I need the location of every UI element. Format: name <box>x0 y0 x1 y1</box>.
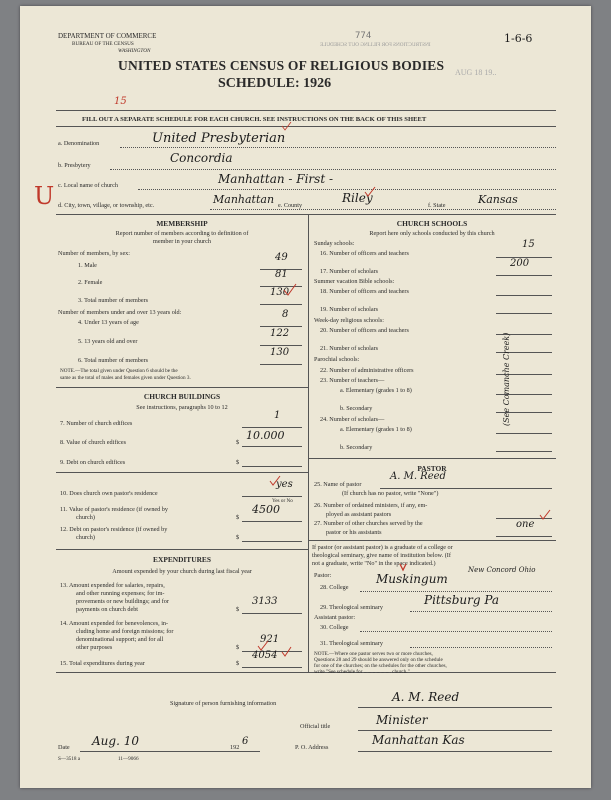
q23-label: 23. Number of teachers— <box>320 377 385 384</box>
q9-dollar: $ <box>236 459 240 466</box>
q20-label: 20. Number of officers and teachers <box>320 327 409 334</box>
under-over-label: Number of members under and over 13 years old: <box>58 309 182 316</box>
denomination-label: a. Denomination <box>58 140 100 147</box>
stamp-number: 774 <box>355 31 372 41</box>
q5-label: 5. 13 years old and over <box>78 338 138 345</box>
q1-label: 1. Male <box>78 262 97 269</box>
q28-label: 28. College <box>320 584 349 591</box>
q11-label-a: 11. Value of pastor's residence (if owned by <box>60 506 168 513</box>
q14-line-d: other purposes <box>76 644 113 651</box>
po-address-value[interactable]: Manhattan Kas <box>372 733 465 747</box>
graduate-text-2: theological seminary, give name of institution below. (If <box>312 552 451 559</box>
membership-intro-1: Report number of members according to definition of <box>115 230 249 237</box>
q8-label: 8. Value of church edifices <box>60 439 127 446</box>
q11-label-b: church) <box>76 514 95 521</box>
q25-note: (If church has no pastor, write "None") <box>342 490 439 497</box>
q13-value[interactable]: 3133 <box>252 596 278 607</box>
print-number: 11—9066 <box>118 756 139 762</box>
q22-label: 22. Number of administrative officers <box>320 367 414 374</box>
form-title: UNITED STATES CENSUS OF RELIGIOUS BODIES <box>118 58 445 73</box>
q29-label: 29. Theological seminary <box>320 604 383 611</box>
pastor-note-4: write "See schedule for ..................... church." <box>314 669 410 675</box>
q7-label: 7. Number of church edifices <box>60 420 133 427</box>
q13-line-d: payments on church debt <box>76 606 139 613</box>
membership-heading: MEMBERSHIP <box>156 219 208 228</box>
city-value[interactable]: Manhattan <box>213 193 275 206</box>
buildings-heading: CHURCH BUILDINGS <box>143 392 221 401</box>
date-label: Date <box>58 744 70 751</box>
q8-value[interactable]: 10.000 <box>246 429 285 442</box>
q17-label: 17. Number of scholars <box>320 268 379 275</box>
q27-line-a: 27. Number of other churches served by the <box>314 520 423 527</box>
q16-value[interactable]: 15 <box>522 239 535 250</box>
parochial-schools-label: Parochial schools: <box>314 356 360 363</box>
q13-line-c: provements or new buildings; and for <box>76 598 169 605</box>
q9-label: 9. Debt on church edifices <box>60 459 126 466</box>
state-value[interactable]: Kansas <box>478 193 518 206</box>
q10-label: 10. Does church own pastor's residence <box>60 490 158 497</box>
q14-line-b: cluding home and foreign missions; for <box>76 628 174 635</box>
summer-schools-label: Summer vacation Bible schools: <box>314 278 395 285</box>
q27-value[interactable]: one <box>516 519 535 530</box>
census-form-sheet <box>20 6 591 788</box>
q14-line-c: denominational support; and for all <box>76 636 164 643</box>
pastor-heading: PASTOR <box>417 464 447 473</box>
q4-label: 4. Under 13 years of age <box>78 319 139 326</box>
q24b-label: b. Secondary <box>340 444 373 451</box>
schedule-title: SCHEDULE: 1926 <box>218 76 332 91</box>
official-title-label: Official title <box>300 723 331 730</box>
q6-label: 6. Total number of members <box>78 357 149 364</box>
q21-label: 21. Number of scholars <box>320 345 379 352</box>
q18-label: 18. Number of officers and teachers <box>320 288 409 295</box>
q12-label-a: 12. Debt on pastor's residence (if owned by <box>60 526 168 533</box>
weekday-schools-label: Week-day religious schools: <box>314 317 384 324</box>
city-field-label: d. City, town, village, or township, etc. <box>58 202 155 209</box>
q27-line-b: pastor or his assistants <box>326 529 382 536</box>
q25-value[interactable]: A. M. Reed <box>390 471 446 482</box>
q23a-label: a. Elementary (grades 1 to 8) <box>340 387 412 394</box>
red-number: 15 <box>114 96 127 107</box>
pastor-note-2: Questions 28 and 29 should be answered only on the schedule <box>314 657 443 663</box>
q13-dollar: $ <box>236 606 240 613</box>
q23b-label: b. Secondary <box>340 405 373 412</box>
q15-label: 15. Total expenditures during year <box>60 660 145 667</box>
state-label: f. State <box>428 202 446 209</box>
q10-value[interactable]: yes <box>276 479 293 490</box>
pastor-note-3: for one of the churches; on the schedules for the other churches, <box>314 663 447 669</box>
q25-label: 25. Name of pastor <box>314 481 362 488</box>
q28-value[interactable]: Muskingum <box>376 572 448 586</box>
membership-note-2: same as the total of males and females given under Question 3. <box>60 375 191 381</box>
membership-intro-2: member in your church <box>153 238 211 245</box>
q13-line-a: 13. Amount expended for salaries, repairs, <box>60 582 165 589</box>
presbytery-label: b. Presbytery <box>58 162 91 169</box>
schools-intro: Report here only schools conducted by this church <box>369 230 495 237</box>
q14-value[interactable]: 921 <box>260 634 280 645</box>
q19-label: 19. Number of scholars <box>320 306 379 313</box>
local-name-label: c. Local name of church <box>58 182 118 189</box>
members-by-sex: Number of members, by sex: <box>58 250 130 257</box>
signature-label: Signature of person furnishing information <box>170 700 277 707</box>
q26-line-b: ployed as assistant pastors <box>326 511 392 518</box>
county-label: e. County <box>278 202 303 209</box>
q31-label: 31. Theological seminary <box>320 640 383 647</box>
red-mark: U <box>34 182 55 210</box>
stamp-bleed-text: INSTRUCTIONS FOR FILLING OUT SCHEDULE <box>320 42 431 48</box>
sunday-schools-label: Sunday schools: <box>314 240 355 247</box>
dept-label: DEPARTMENT OF COMMERCE <box>58 32 157 40</box>
q30-label: 30. College <box>320 624 349 631</box>
q2-label: 2. Female <box>78 279 103 286</box>
expenditures-heading: EXPENDITURES <box>153 555 211 564</box>
q13-line-b: and other running expenses; for im- <box>76 590 165 597</box>
q12-dollar: $ <box>236 534 240 541</box>
q26-line-a: 26. Number of ordained ministers, if any, em- <box>314 502 428 509</box>
q28-extra[interactable]: New Concord Ohio <box>468 566 536 574</box>
year-written[interactable]: 6 <box>242 736 249 747</box>
q12-label-b: church) <box>76 534 95 541</box>
q11-dollar: $ <box>236 514 240 521</box>
graduate-text-1: If pastor (or assistant pastor) is a graduate of a college or <box>312 544 453 551</box>
q24a-label: a. Elementary (grades 1 to 8) <box>340 426 412 433</box>
pastor-subheading: Pastor: <box>314 572 332 579</box>
q7-value[interactable]: 1 <box>274 410 281 421</box>
q15-value[interactable]: 4054 <box>252 650 278 661</box>
q16-label: 16. Number of officers and teachers <box>320 250 409 257</box>
q6-value[interactable]: 130 <box>270 347 290 358</box>
buildings-sub: See instructions, paragraphs 10 to 12 <box>136 404 228 411</box>
q2-value[interactable]: 81 <box>275 269 288 280</box>
q14-dollar: $ <box>236 644 240 651</box>
membership-note-1: NOTE.—The total given under Question 6 should be the <box>60 368 178 374</box>
expenditures-sub: Amount expended by your church during last fiscal year <box>112 568 252 575</box>
bureau-label: BUREAU OF THE CENSUS <box>72 41 134 47</box>
q15-dollar: $ <box>236 660 240 667</box>
q5-value[interactable]: 122 <box>270 328 290 339</box>
q14-line-a: 14. Amount expended for benevolences, in- <box>60 620 169 627</box>
city-label: WASHINGTON <box>118 48 151 54</box>
q4-value[interactable]: 8 <box>282 309 289 320</box>
form-instruction: FILL OUT A SEPARATE SCHEDULE FOR EACH CHURCH. SEE INSTRUCTIONS ON THE BACK OF THIS SHEET <box>82 116 427 123</box>
q11-value[interactable]: 4500 <box>252 503 280 516</box>
q29-value[interactable]: Pittsburg Pa <box>424 593 500 607</box>
official-title-value[interactable]: Minister <box>376 713 428 727</box>
po-address-label: P. O. Address <box>295 744 329 751</box>
date-value[interactable]: Aug. 10 <box>92 734 139 748</box>
yes-or-no-hint: Yes or No <box>272 498 293 504</box>
q8-dollar: $ <box>236 439 240 446</box>
year-printed: 192 <box>230 744 240 751</box>
q17-value[interactable]: 200 <box>510 258 530 269</box>
presbytery-value[interactable]: Concordia <box>170 151 233 165</box>
q3-label: 3. Total number of members <box>78 297 149 304</box>
graduate-text-3: not a graduate, write "No" in the space indicated.) <box>312 560 436 567</box>
margin-note: (See Comanche Creek) <box>502 332 511 426</box>
q24-label: 24. Number of scholars— <box>320 416 385 423</box>
denomination-value[interactable]: United Presbyterian <box>152 131 286 146</box>
corner-note: 1-6-6 <box>504 32 533 45</box>
schools-heading: CHURCH SCHOOLS <box>396 219 468 228</box>
signature-value[interactable]: A. M. Reed <box>392 690 460 704</box>
q1-value[interactable]: 49 <box>275 252 288 263</box>
county-value[interactable]: Riley <box>342 191 373 205</box>
pastor-note-1: NOTE.—Where one pastor serves two or more churches, <box>314 651 433 657</box>
assistant-pastor-subheading: Assistant pastor: <box>314 614 356 621</box>
form-number: S—3518 a <box>58 756 81 762</box>
q3-value[interactable]: 130 <box>270 287 290 298</box>
date-stamp: AUG 18 19.. <box>455 68 497 77</box>
local-name-value[interactable]: Manhattan - First - <box>218 172 334 186</box>
